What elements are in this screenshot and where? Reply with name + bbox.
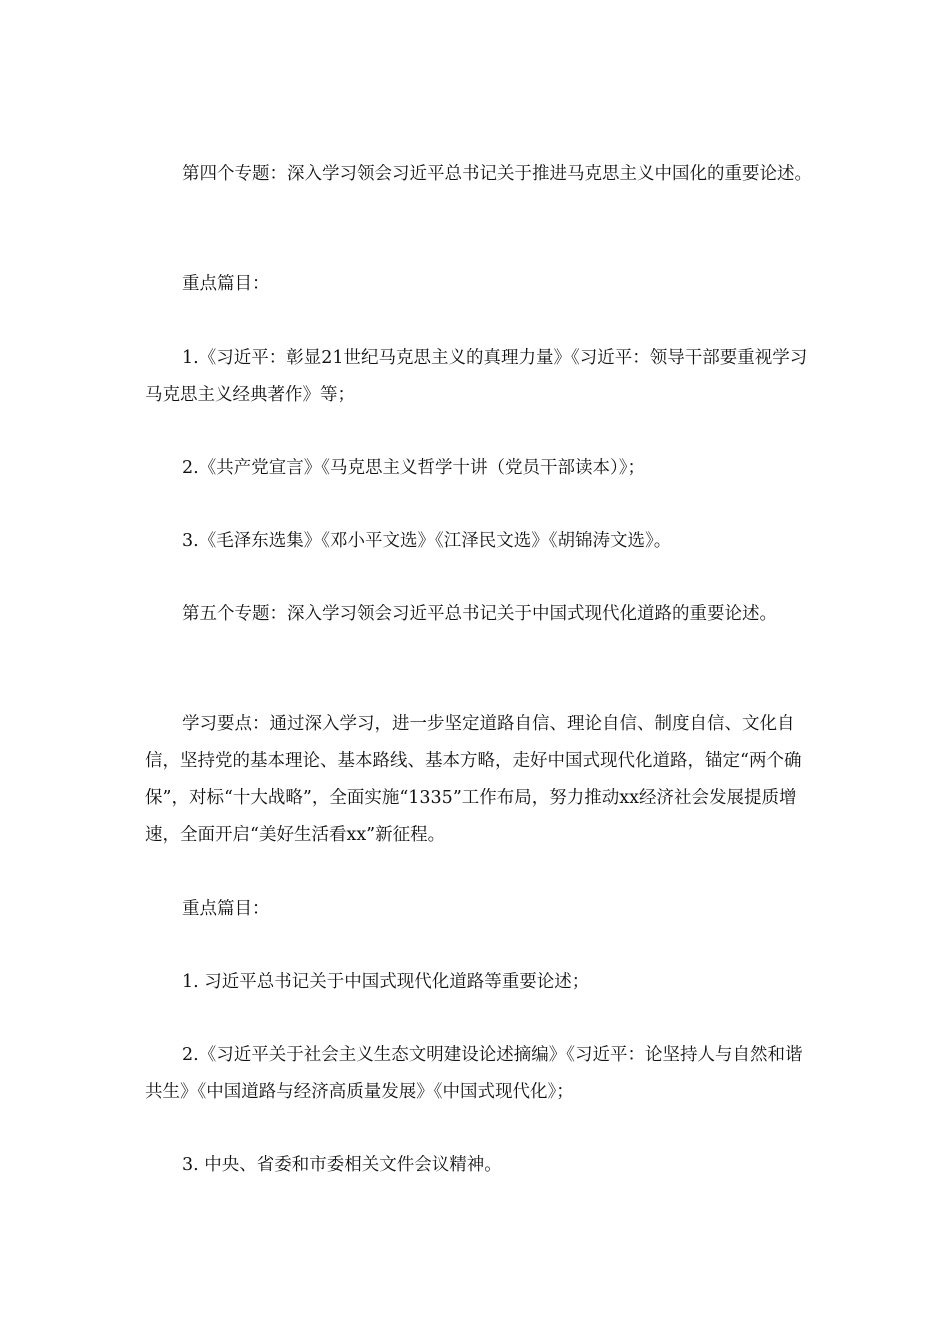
- study-points-paragraph: 学习要点：通过深入学习，进一步坚定道路自信、理论自信、制度自信、文化自信，坚持党的基本理论、基本路线、基本方略，走好中国式现代化道路，锚定“两个确保”，对标“十大战略”，全面实施“1335”工作布局，努力推动xx经济社会发展提质增速，全面开启“美好生活看xx”新征程。: [145, 714, 802, 845]
- key-readings-label: 重点篇目：: [182, 899, 270, 919]
- topic-4-reading-2: 2.《共产党宣言》《马克思主义哲学十讲（党员干部读本）》；: [182, 458, 645, 478]
- key-readings-label: 重点篇目：: [182, 274, 270, 294]
- topic-4-heading: 第四个专题：深入学习领会习近平总书记关于推进马克思主义中国化的重要论述。: [182, 164, 812, 184]
- topic-5-heading: 第五个专题：深入学习领会习近平总书记关于中国式现代化道路的重要论述。: [182, 604, 777, 624]
- topic-4-reading-1: 1.《习近平：彰显21世纪马克思主义的真理力量》《习近平：领导干部要重视学习马克思主义经典著作》等；: [145, 348, 808, 405]
- topic-5-reading-3: 3. 中央、省委和市委相关文件会议精神。: [182, 1155, 502, 1175]
- topic-5-reading-2: 2.《习近平关于社会主义生态文明建设论述摘编》《习近平：论坚持人与自然和谐共生》《中国道路与经济高质量发展》《中国式现代化》；: [145, 1045, 803, 1102]
- topic-5-reading-1: 1. 习近平总书记关于中国式现代化道路等重要论述；: [182, 972, 590, 992]
- topic-4-reading-3: 3.《毛泽东选集》《邓小平文选》《江泽民文选》《胡锦涛文选》。: [182, 531, 672, 551]
